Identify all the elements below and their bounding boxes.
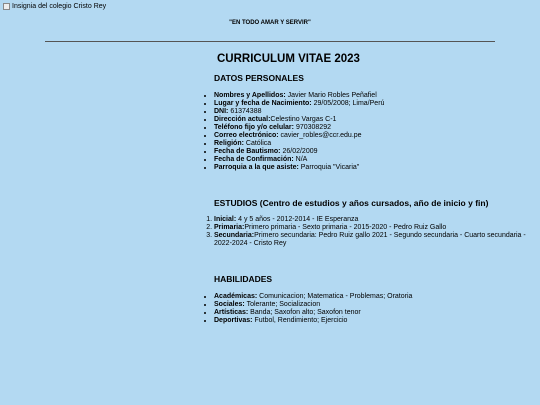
item-value: Tolerante; Socializacion <box>244 301 321 308</box>
item-label: DNI: <box>214 108 229 115</box>
item-value: Parroquia "Vicaria" <box>298 164 360 171</box>
item-value: 970308292 <box>294 124 331 131</box>
studies-list <box>199 216 529 248</box>
page-title: CURRICULUM VITAE 2023 <box>217 53 360 65</box>
item-label: Primaria: <box>214 224 245 231</box>
item-value: cavier_robles@ccr.edu.pe <box>278 132 362 139</box>
list-item <box>214 100 529 108</box>
item-label: Teléfono fijo y/o celular: <box>214 124 294 131</box>
item-value: Primero primaria - Sexto primaria - 2015-2020 - Pedro Ruiz Gallo <box>244 224 447 231</box>
skills-list <box>199 293 529 325</box>
list-item <box>214 156 529 164</box>
item-label: Dirección actual: <box>214 116 271 123</box>
list-item <box>214 116 529 124</box>
list-item <box>214 164 529 172</box>
item-value: Católica <box>243 140 272 147</box>
item-label: Religión: <box>214 140 244 147</box>
motto: "EN TODO AMAR Y SERVIR" <box>229 20 311 26</box>
item-label: Nombres y Apellidos: <box>214 92 286 99</box>
item-label: Artísticas: <box>214 309 249 316</box>
item-value: 26/02/2009 <box>280 148 318 155</box>
list-item <box>214 124 529 132</box>
item-label: Inicial: <box>214 216 237 223</box>
item-value: Futbol, Rendimiento; Ejercicio <box>252 317 348 324</box>
item-label: Correo electrónico: <box>214 132 279 139</box>
cv-content <box>199 52 529 325</box>
list-item <box>214 140 529 148</box>
list-item <box>214 232 529 248</box>
item-label: Secundaria: <box>214 232 255 239</box>
item-value: 4 y 5 años - 2012-2014 - IE Esperanza <box>236 216 359 223</box>
school-logo-alt-text: Insignia del colegio Cristo Rey <box>12 3 107 10</box>
item-value: 61374388 <box>228 108 262 115</box>
school-logo <box>3 3 106 10</box>
item-value: Primero secundaria: Pedro Ruiz gallo 2021 - Segundo secundaria - Cuarto secundaria - 2022-2024 - Cristo Rey <box>214 232 526 247</box>
list-item <box>214 132 529 140</box>
personal-data-heading: DATOS PERSONALES <box>214 73 304 83</box>
item-value: Comunicacion; Matematica - Problemas; Oratoria <box>257 293 413 300</box>
list-item <box>214 108 529 116</box>
item-label: Deportivas: <box>214 317 253 324</box>
list-item <box>214 317 529 325</box>
studies-heading: ESTUDIOS (Centro de estudios y años cursados, año de inicio y fin) <box>214 198 489 208</box>
item-value: Javier Mario Robles Peñafiel <box>285 92 377 99</box>
item-value: Celestino Vargas C-1 <box>270 116 337 123</box>
item-value: Banda; Saxofon alto; Saxofon tenor <box>248 309 361 316</box>
list-item <box>214 309 529 317</box>
list-item <box>214 148 529 156</box>
personal-data-list <box>199 92 529 172</box>
list-item <box>214 92 529 100</box>
item-value: N/A <box>293 156 308 163</box>
list-item <box>214 224 529 232</box>
broken-image-icon <box>3 3 10 10</box>
item-label: Lugar y fecha de Nacimiento: <box>214 100 312 107</box>
list-item <box>214 293 529 301</box>
item-label: Sociales: <box>214 301 245 308</box>
item-label: Fecha de Bautismo: <box>214 148 281 155</box>
list-item <box>214 216 529 224</box>
item-label: Académicas: <box>214 293 258 300</box>
skills-heading: HABILIDADES <box>214 274 273 284</box>
item-value: 29/05/2008; Lima/Perú <box>311 100 385 107</box>
item-label: Fecha de Confirmación: <box>214 156 294 163</box>
list-item <box>214 301 529 309</box>
horizontal-divider <box>45 41 495 42</box>
item-label: Parroquia a la que asiste: <box>214 164 299 171</box>
